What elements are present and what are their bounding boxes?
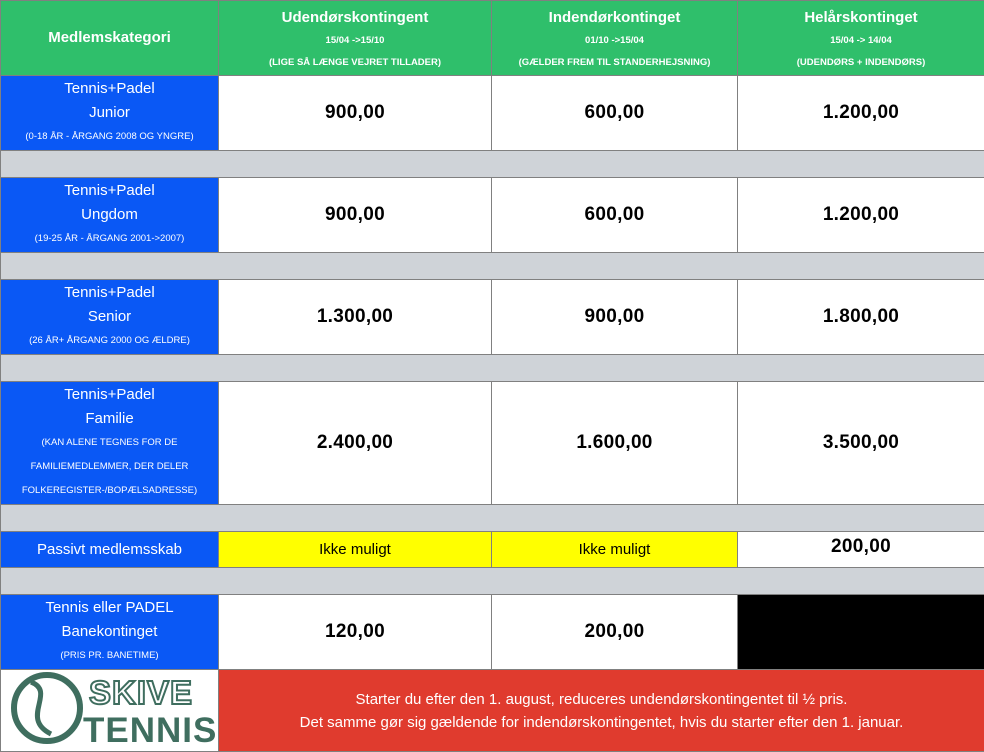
separator-cell: [1, 568, 984, 595]
skive-tennis-logo: [5, 670, 215, 746]
separator-row: [1, 253, 984, 280]
price-indoor: 600,00: [492, 76, 738, 151]
category-line1: Tennis+Padel: [1, 179, 218, 203]
header-outdoor-period: 15/04 ->15/10: [219, 35, 491, 46]
category-note: FAMILIEMEDLEMMER, DER DELER: [1, 455, 218, 479]
category-note: (19-25 ÅR - ÅRGANG 2001->2007): [1, 227, 218, 251]
separator-row: [1, 505, 984, 532]
separator-row: [1, 151, 984, 178]
category-note: FOLKEREGISTER-/BOPÆLSADRESSE): [1, 479, 218, 503]
price-indoor: 900,00: [492, 280, 738, 355]
category-name: Passivt medlemsskab: [1, 538, 218, 562]
price-outdoor: 900,00: [219, 178, 492, 253]
header-category-cell: [1, 1, 219, 76]
category-name: Familie: [1, 407, 218, 431]
header-outdoor-note: (LIGE SÅ LÆNGE VEJRET TILLADER): [219, 57, 491, 68]
category-cell-ungdom: [1, 178, 219, 253]
footer-notice-cell: [219, 670, 984, 752]
header-yearly-cell: [738, 1, 984, 76]
table-row: [1, 178, 984, 253]
category-name: Senior: [1, 305, 218, 329]
ball-seam: [31, 682, 51, 734]
separator-cell: [1, 355, 984, 382]
table-row: [1, 76, 984, 151]
header-indoor-note: (GÆLDER FREM TIL STANDERHEJSNING): [492, 57, 737, 68]
logo-cell: [1, 670, 219, 752]
header-category-label: Medlemskategori: [48, 29, 171, 46]
separator-cell: [1, 505, 984, 532]
category-note: (0-18 ÅR - ÅRGANG 2008 OG YNGRE): [1, 125, 218, 149]
price-yearly: 3.500,00: [738, 382, 984, 505]
separator-cell: [1, 253, 984, 280]
separator-row: [1, 355, 984, 382]
header-outdoor-title: Udendørskontingent: [219, 9, 491, 26]
price-outdoor: 900,00: [219, 76, 492, 151]
footer-row: [1, 670, 984, 752]
table-row: [1, 595, 984, 670]
table-row: [1, 382, 984, 505]
header-yearly-period: 15/04 -> 14/04: [738, 35, 984, 46]
category-name: Junior: [1, 101, 218, 125]
passive-indoor-cell: Ikke muligt: [492, 532, 738, 568]
category-name: Ungdom: [1, 203, 218, 227]
price-outdoor: 2.400,00: [219, 382, 492, 505]
price-yearly: 200,00: [738, 532, 984, 568]
price-yearly: 1.200,00: [738, 76, 984, 151]
logo-word-tennis: TENNIS: [83, 711, 215, 746]
blocked-cell: [738, 595, 984, 670]
price-indoor: 200,00: [492, 595, 738, 670]
header-yearly-note: (UDENDØRS + INDENDØRS): [738, 57, 984, 68]
category-note: (KAN ALENE TEGNES FOR DE: [1, 431, 218, 455]
price-indoor: 600,00: [492, 178, 738, 253]
separator-cell: [1, 151, 984, 178]
header-indoor-period: 01/10 ->15/04: [492, 35, 737, 46]
header-yearly-title: Helårskontinget: [738, 9, 984, 26]
category-line1: Tennis+Padel: [1, 77, 218, 101]
category-line1: Tennis+Padel: [1, 383, 218, 407]
header-outdoor-cell: [219, 1, 492, 76]
category-cell-court: [1, 595, 219, 670]
passive-outdoor-cell: Ikke muligt: [219, 532, 492, 568]
category-name: Banekontinget: [1, 620, 218, 644]
category-cell-passive: [1, 532, 219, 568]
separator-row: [1, 568, 984, 595]
header-row: [1, 1, 984, 76]
price-indoor: 1.600,00: [492, 382, 738, 505]
footer-line2: Det samme gør sig gældende for indendørskontingentet, hvis du starter efter den 1. januar.: [219, 711, 984, 734]
category-note: (PRIS PR. BANETIME): [1, 644, 218, 668]
price-outdoor: 1.300,00: [219, 280, 492, 355]
price-yearly: 1.800,00: [738, 280, 984, 355]
category-line1: Tennis+Padel: [1, 281, 218, 305]
table-row: [1, 280, 984, 355]
price-yearly: 1.200,00: [738, 178, 984, 253]
header-indoor-cell: [492, 1, 738, 76]
category-line1: Tennis eller PADEL: [1, 596, 218, 620]
category-cell-familie: [1, 382, 219, 505]
logo-word-skive: SKIVE: [89, 674, 193, 711]
category-cell-junior: [1, 76, 219, 151]
price-outdoor: 120,00: [219, 595, 492, 670]
header-indoor-title: Indendørkontinget: [492, 9, 737, 26]
category-cell-senior: [1, 280, 219, 355]
table-row: [1, 532, 984, 568]
category-note: (26 ÅR+ ÅRGANG 2000 OG ÆLDRE): [1, 329, 218, 353]
footer-line1: Starter du efter den 1. august, reduceres undendørskontingentet til ½ pris.: [219, 688, 984, 711]
